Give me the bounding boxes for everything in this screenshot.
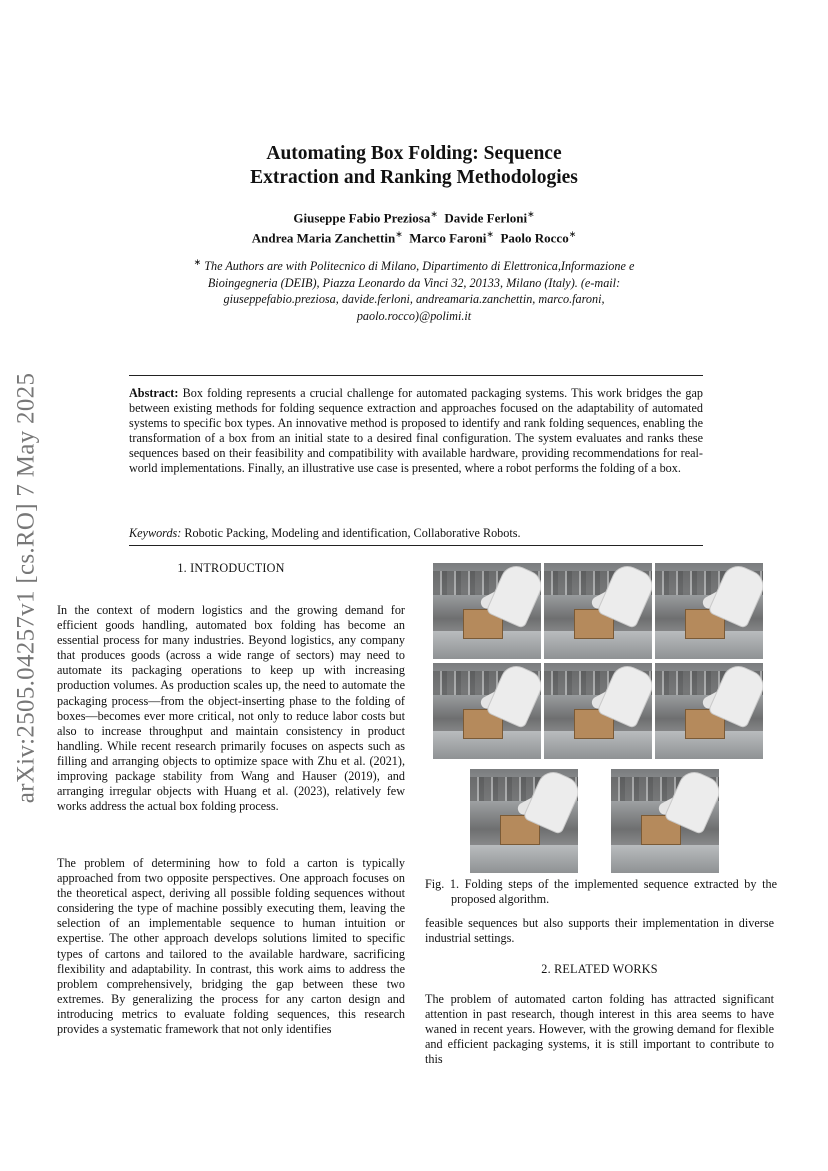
author-zanchettin: Andrea Maria Zanchettin — [251, 230, 396, 246]
figure-1-caption — [425, 877, 777, 907]
affiliation-mark: ∗ — [193, 257, 202, 267]
author-mark: ∗ — [486, 229, 494, 240]
abstract — [129, 386, 703, 476]
figure-1 — [433, 561, 763, 873]
author-mark: ∗ — [527, 209, 535, 219]
arxiv-stamp — [8, 345, 44, 830]
paper-title — [120, 142, 708, 190]
intro-continuation: feasible sequences but also supports their implementation in diverse industrial settings. — [425, 916, 774, 946]
figure-1-label: Fig. 1. — [425, 877, 460, 891]
folding-step-photo-5 — [544, 663, 652, 759]
affiliation — [190, 254, 638, 324]
title-line-1: Automating Box Folding: Sequence — [266, 143, 562, 164]
folding-step-photo-2 — [544, 563, 652, 659]
author-faroni: Marco Faroni — [409, 230, 487, 246]
intro-paragraph-1: In the context of modern logistics and the growing demand for efficient goods handling, automated box folding has become an essential process for many industries. Beyond logistics, any company that produces goods (across a wide range of sectors) may need to automate its packaging operations to keep up with increasing production volumes. As production scales up, the need to automate the packaging process—from the object-inserting phase to the folding of boxes—becomes ever more critical, not only to reduce labor costs but also to increase throughput and maintain consistency in product handling. While recent research primarily focuses on aspects such as filling and arranging objects to optimize space with Zhu et al. (2021), improving package stability from Wang and Hauser (2019), and arranging irregular objects with Huang et al. (2023), relatively few works address the actual box folding process. — [57, 603, 405, 814]
keywords-label: Keywords: — [129, 526, 182, 540]
author-list — [120, 206, 708, 247]
abstract-label: Abstract: — [129, 386, 179, 400]
author-mark: ∗ — [430, 209, 438, 219]
section-heading-introduction: 1. INTRODUCTION — [177, 561, 285, 575]
abstract-text: Box folding represents a crucial challenge for automated packaging systems. This work bridges the gap between existing methods for folding sequence extraction and approaches focused on the adaptability of automated systems to specific box types. An innovative method is proposed to identify and rank folding sequences, enabling the transformation of a box from an initial state to a desired final configuration. The system evaluates and ranks these sequences based on their feasibility and compatibility with available hardware, providing recommendations for real-world implementations. Finally, an illustrative use case is presented, where a robot performs the folding of a box. — [129, 386, 704, 475]
keywords — [129, 526, 703, 541]
author-preziosa: Giuseppe Fabio Preziosa — [293, 210, 431, 226]
folding-step-photo-8 — [611, 769, 719, 873]
author-ferloni: Davide Ferloni — [444, 210, 528, 226]
author-mark: ∗ — [568, 229, 577, 240]
arxiv-stamp-text: arXiv:2505.04257v1 [cs.RO] 7 May 2025 — [12, 372, 39, 803]
author-rocco: Paolo Rocco — [500, 230, 569, 246]
folding-step-photo-3 — [655, 563, 763, 659]
keywords-text: Robotic Packing, Modeling and identification, Collaborative Robots. — [184, 526, 521, 540]
folding-step-photo-7 — [470, 769, 578, 873]
related-works-paragraph-1: The problem of automated carton folding has attracted significant attention in past research, though interest in this area seems to have waned in recent years. However, with the growing demand for flexible and efficient packaging systems, it is still important to contribute to this — [425, 992, 774, 1067]
section-heading-related-works: 2. RELATED WORKS — [541, 962, 658, 976]
intro-paragraph-2: The problem of determining how to fold a carton is typically approached from two opposite perspectives. One approach focuses on the theoretical aspect, deriving all possible folding sequences without considering the type of machine possibly executing them, leaving the selection of an implementable sequence to human intuition or expertise. The other approach develops solutions limited to specific types of cartons and tailored to the available hardware, sacrificing flexibility and adaptability. In contrast, this work aims to address the problem comprehensively, bridging the gap between these two extremes. By generalizing the process for any carton design and introducing metrics to evaluate folding sequences, this research provides a systematic framework that not only identifies — [57, 856, 405, 1037]
affiliation-text: The Authors are with Politecnico di Milano, Dipartimento di Elettronica,Informazione e Bioingegneria (DEIB), Piazza Leonardo da Vinci 32, 20133, Milano (Italy). (e-mail: giuseppefabio.preziosa, davide.ferloni, andreamaria.zanchettin, marco.faroni, paolo.rocco)@polimi.it — [204, 259, 635, 323]
authors-line-2 — [120, 226, 708, 246]
folding-step-photo-6 — [655, 663, 763, 759]
author-mark: ∗ — [395, 229, 403, 240]
folding-step-photo-1 — [433, 563, 541, 659]
abstract-top-rule — [129, 375, 703, 376]
authors-line-1 — [120, 206, 708, 226]
title-line-2: Extraction and Ranking Methodologies — [250, 167, 578, 188]
figure-1-caption-text: Folding steps of the implemented sequence extracted by the proposed algorithm. — [451, 877, 778, 906]
abstract-bottom-rule — [129, 545, 703, 546]
folding-step-photo-4 — [433, 663, 541, 759]
